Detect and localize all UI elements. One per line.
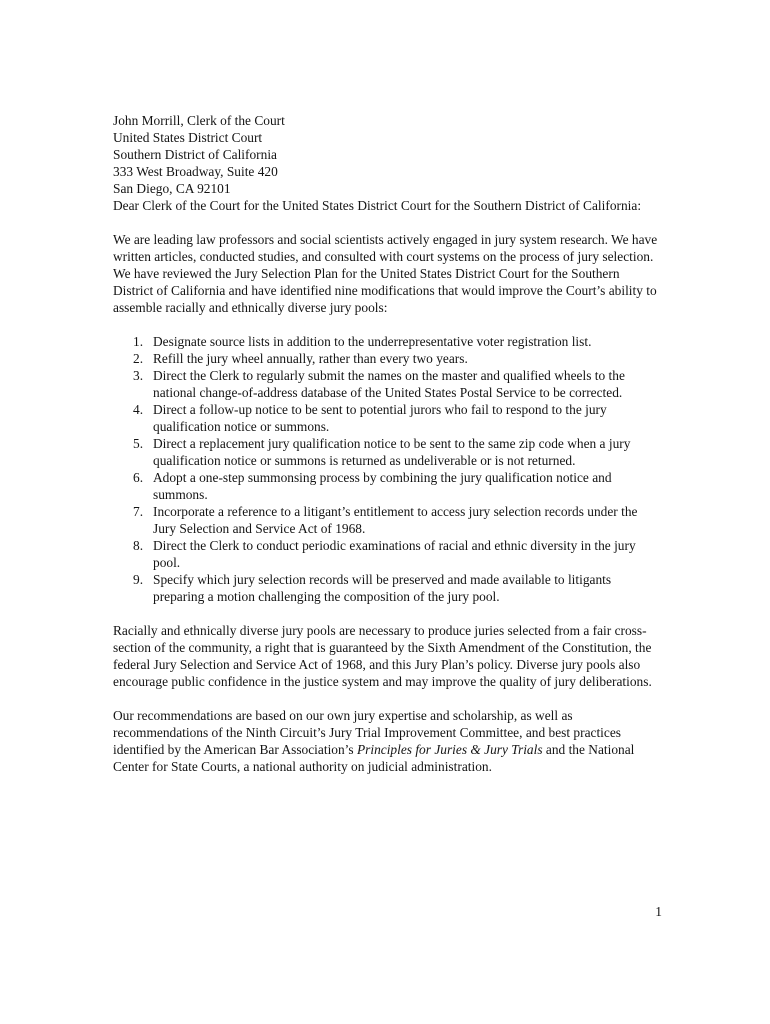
list-item-text: Designate source lists in addition to the underrepresentative voter registration list. <box>153 334 592 349</box>
list-item-number: 5. <box>133 436 144 451</box>
recipient-address <box>113 112 658 197</box>
basis-text-part1: Our recommendations are based on our own jury expertise and scholarship, as well as recommendations of the Ninth Circuit’s Jury Trial Improvement Committee, and best practices identified by the American Bar Association’s <box>113 708 621 757</box>
list-item-number: 6. <box>133 470 144 485</box>
list-item-text: Direct a replacement jury qualification notice to be sent to the same zip code when a jury qualification notice or summons is returned as undeliverable or is not returned. <box>153 436 631 468</box>
list-item-number: 7. <box>133 504 144 519</box>
list-item-number: 8. <box>133 538 144 553</box>
list-item <box>113 503 658 537</box>
intro-paragraph: We are leading law professors and social scientists actively engaged in jury system research. We have written articles, conducted studies, and consulted with court systems on the process of jury selection. We have reviewed the Jury Selection Plan for the United States District Court for the Southern District of California and have identified nine modifications that would improve the Court’s ability to assemble racially and ethnically diverse jury pools: <box>113 232 658 315</box>
list-item-number: 1. <box>133 334 144 349</box>
list-item <box>113 333 658 350</box>
list-item-number: 4. <box>133 402 144 417</box>
address-line-court: United States District Court <box>113 130 263 145</box>
list-item-text: Incorporate a reference to a litigant’s entitlement to access jury selection records under the Jury Selection and Service Act of 1968. <box>153 504 638 536</box>
address-line-district: Southern District of California <box>113 147 278 162</box>
list-item <box>113 350 658 367</box>
list-item-number: 9. <box>133 572 144 587</box>
basis-text-part2: and the National Center for State Courts, a national authority on judicial administration. <box>113 742 635 774</box>
aba-principles-title: Principles for Juries & Jury Trials <box>356 742 543 757</box>
list-item-text: Direct a follow-up notice to be sent to potential jurors who fail to respond to the jury qualification notice or summons. <box>153 402 607 434</box>
list-item-text: Refill the jury wheel annually, rather than every two years. <box>153 351 468 366</box>
recommendations-basis-paragraph <box>113 707 658 775</box>
diversity-paragraph: Racially and ethnically diverse jury pools are necessary to produce juries selected from a fair cross-section of the community, a right that is guaranteed by the Sixth Amendment of the Constitution, the federal Jury Selection and Service Act of 1968, and this Jury Plan’s policy. Diverse jury pools also encourage public confidence in the justice system and may improve the quality of jury deliberations. <box>113 623 652 689</box>
list-item-text: Specify which jury selection records will be preserved and made available to litigants preparing a motion challenging the composition of the jury pool. <box>153 572 612 604</box>
list-item-number: 3. <box>133 368 144 383</box>
address-line-name: John Morrill, Clerk of the Court <box>113 113 285 128</box>
list-item <box>113 537 658 571</box>
list-item <box>113 571 658 605</box>
list-item <box>113 401 658 435</box>
page-number: 1 <box>655 904 662 919</box>
list-item <box>113 367 658 401</box>
list-item <box>113 435 658 469</box>
list-item-text: Direct the Clerk to conduct periodic examinations of racial and ethnic diversity in the jury pool. <box>153 538 636 570</box>
letter-body <box>113 112 658 775</box>
address-line-street: 333 West Broadway, Suite 420 <box>113 164 278 179</box>
address-line-city: San Diego, CA 92101 <box>113 181 231 196</box>
list-item <box>113 469 658 503</box>
list-item-number: 2. <box>133 351 144 366</box>
recommendations-list <box>113 333 658 605</box>
salutation: Dear Clerk of the Court for the United States District Court for the Southern District of California: <box>113 198 642 213</box>
list-item-text: Adopt a one-step summonsing process by combining the jury qualification notice and summons. <box>153 470 612 502</box>
list-item-text: Direct the Clerk to regularly submit the names on the master and qualified wheels to the national change-of-address database of the United States Postal Service to be corrected. <box>153 368 625 400</box>
